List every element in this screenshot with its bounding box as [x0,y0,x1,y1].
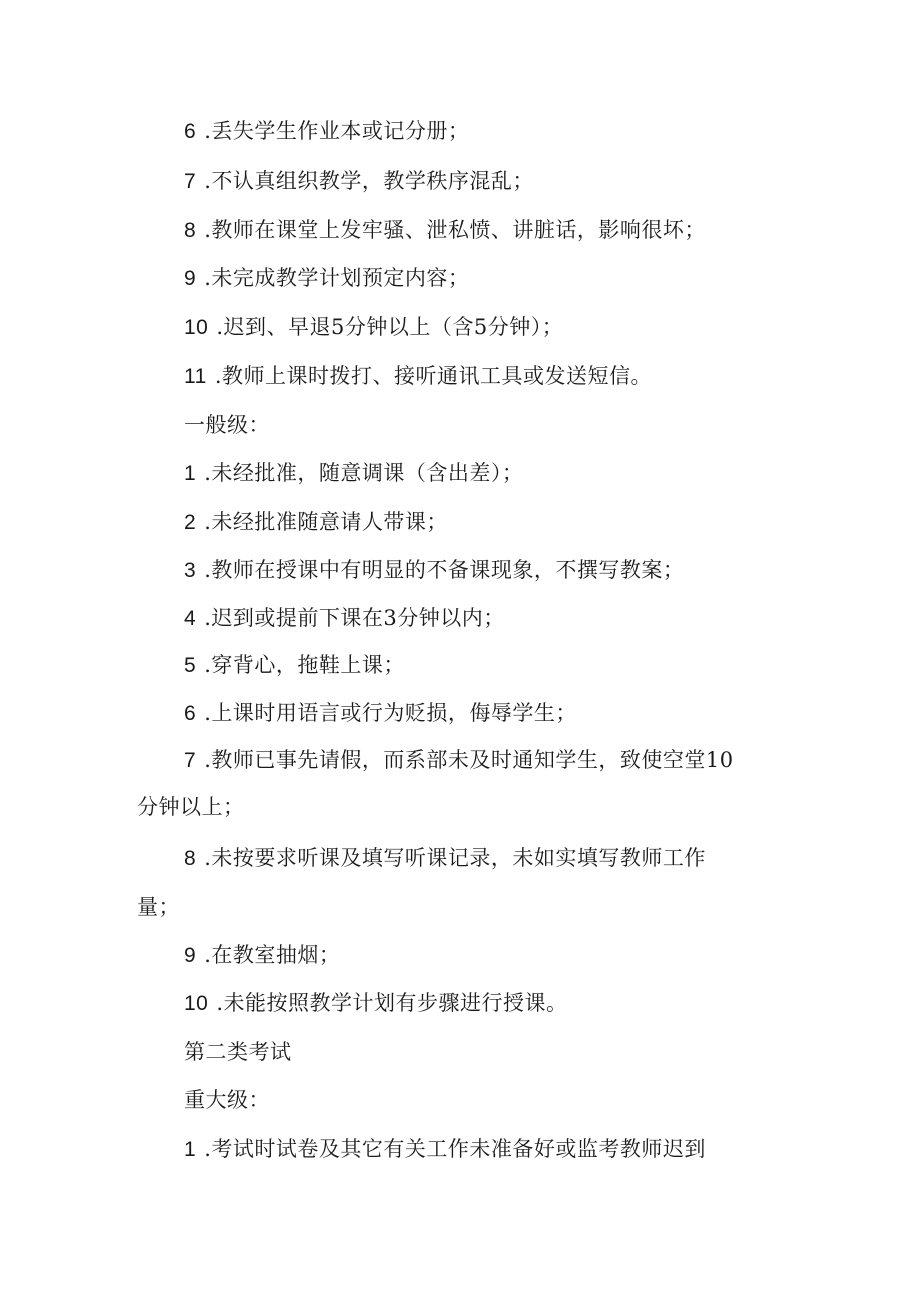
item-number: 5 [184,654,197,677]
item-text: .迟到或提前下课在3分钟以内； [204,606,505,630]
item-number: 9 [184,944,197,967]
section-heading [184,1085,270,1115]
item-number: 10 [184,316,209,339]
item-text: .教师上课时拨打、接听通讯工具或发送短信。 [214,364,652,388]
item-number: 3 [184,559,197,582]
item-number: 1 [184,462,197,485]
item-text: .上课时用语言或行为贬损，侮辱学生； [204,701,577,725]
item-number: 8 [184,847,197,870]
item-text: .教师在课堂上发牢骚、泄私愤、讲脏话，影响很坏； [204,218,706,242]
item-text: .考试时试卷及其它有关工作未准备好或监考教师迟到 [204,1137,706,1161]
item-number: 4 [184,607,197,630]
item-number: 6 [184,120,197,143]
list-item [184,166,534,197]
item-number: 2 [184,511,197,534]
item-number: 11 [184,365,207,388]
list-item [184,263,469,294]
list-item [184,215,706,246]
item-text: .教师已事先请假，而系部未及时通知学生，致使空堂10 [204,748,734,772]
item-text: .在教室抽烟； [204,943,341,967]
heading-text: 重大级： [184,1088,270,1112]
item-number: 9 [184,267,197,290]
item-number: 8 [184,219,197,242]
item-text: .穿背心，拖鞋上课； [204,653,405,677]
item-number: 7 [184,170,197,193]
list-item [184,555,684,586]
list-item [184,843,706,874]
list-item-continuation [137,892,180,922]
heading-text: 一般级： [184,413,270,437]
item-number: 1 [184,1138,197,1161]
list-item [184,507,448,538]
list-item [184,458,523,489]
list-item [184,988,568,1019]
section-heading [184,410,270,440]
item-text: 量； [137,895,180,919]
item-text: .未按要求听课及填写听课记录，未如实填写教师工作 [204,846,706,870]
list-item [184,603,505,634]
item-text: .教师在授课中有明显的不备课现象，不撰写教案； [204,558,685,582]
list-item-continuation [137,792,245,822]
list-item [184,116,469,147]
item-text: .迟到、早退5分钟以上（含5分钟）； [216,315,564,339]
list-item [184,745,734,776]
item-text: .不认真组织教学，教学秩序混乱； [204,169,534,193]
item-number: 7 [184,749,197,772]
list-item [184,361,652,392]
item-number: 6 [184,702,197,725]
list-item [184,650,405,681]
item-text: .未经批准随意请人带课； [204,510,448,534]
item-text: 分钟以上； [137,795,245,819]
list-item [184,940,340,971]
list-item [184,1134,706,1165]
item-text: .未完成教学计划预定内容； [204,266,470,290]
list-item [184,698,577,729]
item-number: 10 [184,992,209,1015]
item-text: .未能按照教学计划有步骤进行授课。 [216,991,568,1015]
item-text: .未经批准，随意调课（含出差）； [204,461,524,485]
item-text: .丢失学生作业本或记分册； [204,119,470,143]
list-item [184,312,563,343]
section-heading [184,1037,292,1067]
heading-text: 第二类考试 [184,1040,292,1064]
